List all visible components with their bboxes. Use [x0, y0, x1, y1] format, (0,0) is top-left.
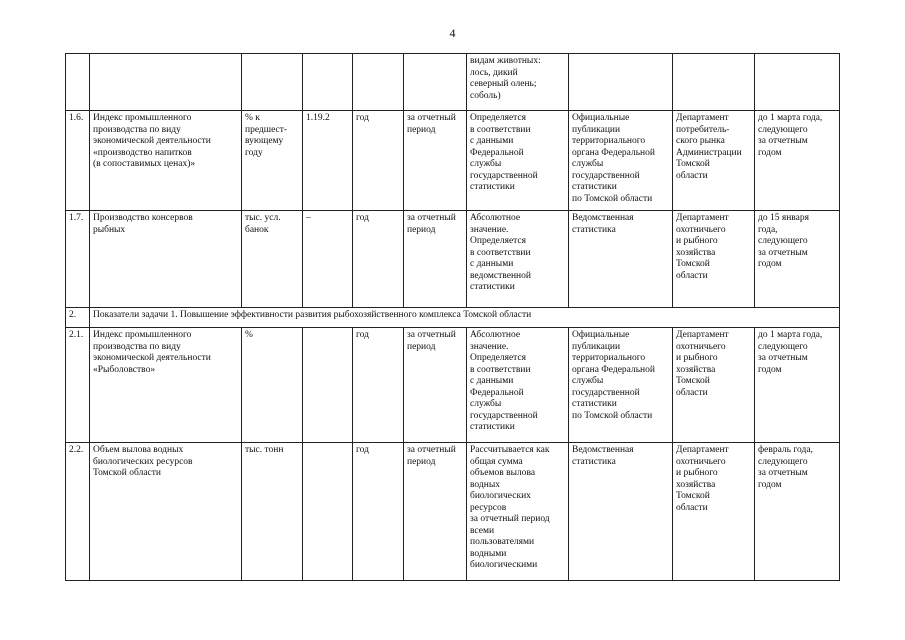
cell-periodicity: год: [353, 111, 404, 211]
cell-periodicity: год: [353, 443, 404, 581]
cell-periodicity: год: [353, 211, 404, 308]
cell-code: –: [303, 211, 353, 308]
table-row: [66, 211, 840, 308]
cell-deadline: [755, 54, 840, 111]
cell-source: Ведомственная статистика: [569, 211, 673, 308]
cell-code: [303, 54, 353, 111]
cell-periodicity: [353, 54, 404, 111]
cell-num: 2.2.: [66, 443, 90, 581]
cell-responsible: Департамент охотничьего и рыбного хозяйства Томской области: [673, 443, 755, 581]
section-row: [66, 308, 840, 328]
cell-method: Абсолютное значение. Определяется в соответствии с данными ведомственной статистики: [467, 211, 569, 308]
cell-source: Ведомственная статистика: [569, 443, 673, 581]
cell-code: [303, 328, 353, 443]
cell-code: [303, 443, 353, 581]
cell-responsible: [673, 54, 755, 111]
page-number: 4: [449, 26, 456, 40]
cell-num: [66, 54, 90, 111]
cell-calc-period: [404, 54, 467, 111]
cell-deadline: до 15 января года, следующего за отчетным годом: [755, 211, 840, 308]
cell-periodicity: год: [353, 328, 404, 443]
table-row: [66, 111, 840, 211]
cell-calc-period: за отчетный период: [404, 211, 467, 308]
cell-unit: тыс. тонн: [242, 443, 303, 581]
cell-source: [569, 54, 673, 111]
cell-deadline: до 1 марта года, следующего за отчетным годом: [755, 328, 840, 443]
table-row: [66, 328, 840, 443]
cell-responsible: Департамент потребитель- ского рынка Администрации Томской области: [673, 111, 755, 211]
cell-unit: [242, 54, 303, 111]
cell-calc-period: за отчетный период: [404, 111, 467, 211]
cell-unit: тыс. усл. банок: [242, 211, 303, 308]
cell-unit: % к предшест- вующему году: [242, 111, 303, 211]
cell-unit: %: [242, 328, 303, 443]
cell-method: видам животных: лось, дикий северный олень; соболь): [467, 54, 569, 111]
cell-source: Официальные публикации территориального органа Федеральной службы государственной статистики по Томской области: [569, 111, 673, 211]
cell-deadline: до 1 марта года, следующего за отчетным годом: [755, 111, 840, 211]
cell-indicator-name: [90, 54, 242, 111]
cell-calc-period: за отчетный период: [404, 328, 467, 443]
cell-source: Официальные публикации территориального органа Федеральной службы государственной статистики по Томской области: [569, 328, 673, 443]
cell-num: 1.6.: [66, 111, 90, 211]
cell-method: Абсолютное значение. Определяется в соответствии с данными Федеральной службы государственной статистики: [467, 328, 569, 443]
cell-num: 1.7.: [66, 211, 90, 308]
cell-method: Рассчитывается как общая сумма объемов вылова водных биологических ресурсов за отчетный период всеми пользователями водными биологическими: [467, 443, 569, 581]
indicators-table: [65, 53, 840, 581]
cell-responsible: Департамент охотничьего и рыбного хозяйства Томской области: [673, 211, 755, 308]
cell-indicator-name: Производство консервов рыбных: [90, 211, 242, 308]
cell-calc-period: за отчетный период: [404, 443, 467, 581]
cell-indicator-name: Индекс промышленного производства по виду экономической деятельности «производство напитков (в сопоставимых ценах)»: [90, 111, 242, 211]
table-row: [66, 443, 840, 581]
table-row: [66, 54, 840, 111]
cell-code: 1.19.2: [303, 111, 353, 211]
cell-indicator-name: Индекс промышленного производства по виду экономической деятельности «Рыболовство»: [90, 328, 242, 443]
cell-indicator-name: Объем вылова водных биологических ресурсов Томской области: [90, 443, 242, 581]
cell-deadline: февраль года, следующего за отчетным годом: [755, 443, 840, 581]
cell-num: 2.1.: [66, 328, 90, 443]
cell-responsible: Департамент охотничьего и рыбного хозяйства Томской области: [673, 328, 755, 443]
section-title: Показатели задачи 1. Повышение эффективности развития рыбохозяйственного комплекса Томской области: [90, 308, 840, 328]
cell-section-num: 2.: [66, 308, 90, 328]
cell-method: Определяется в соответствии с данными Федеральной службы государственной статистики: [467, 111, 569, 211]
